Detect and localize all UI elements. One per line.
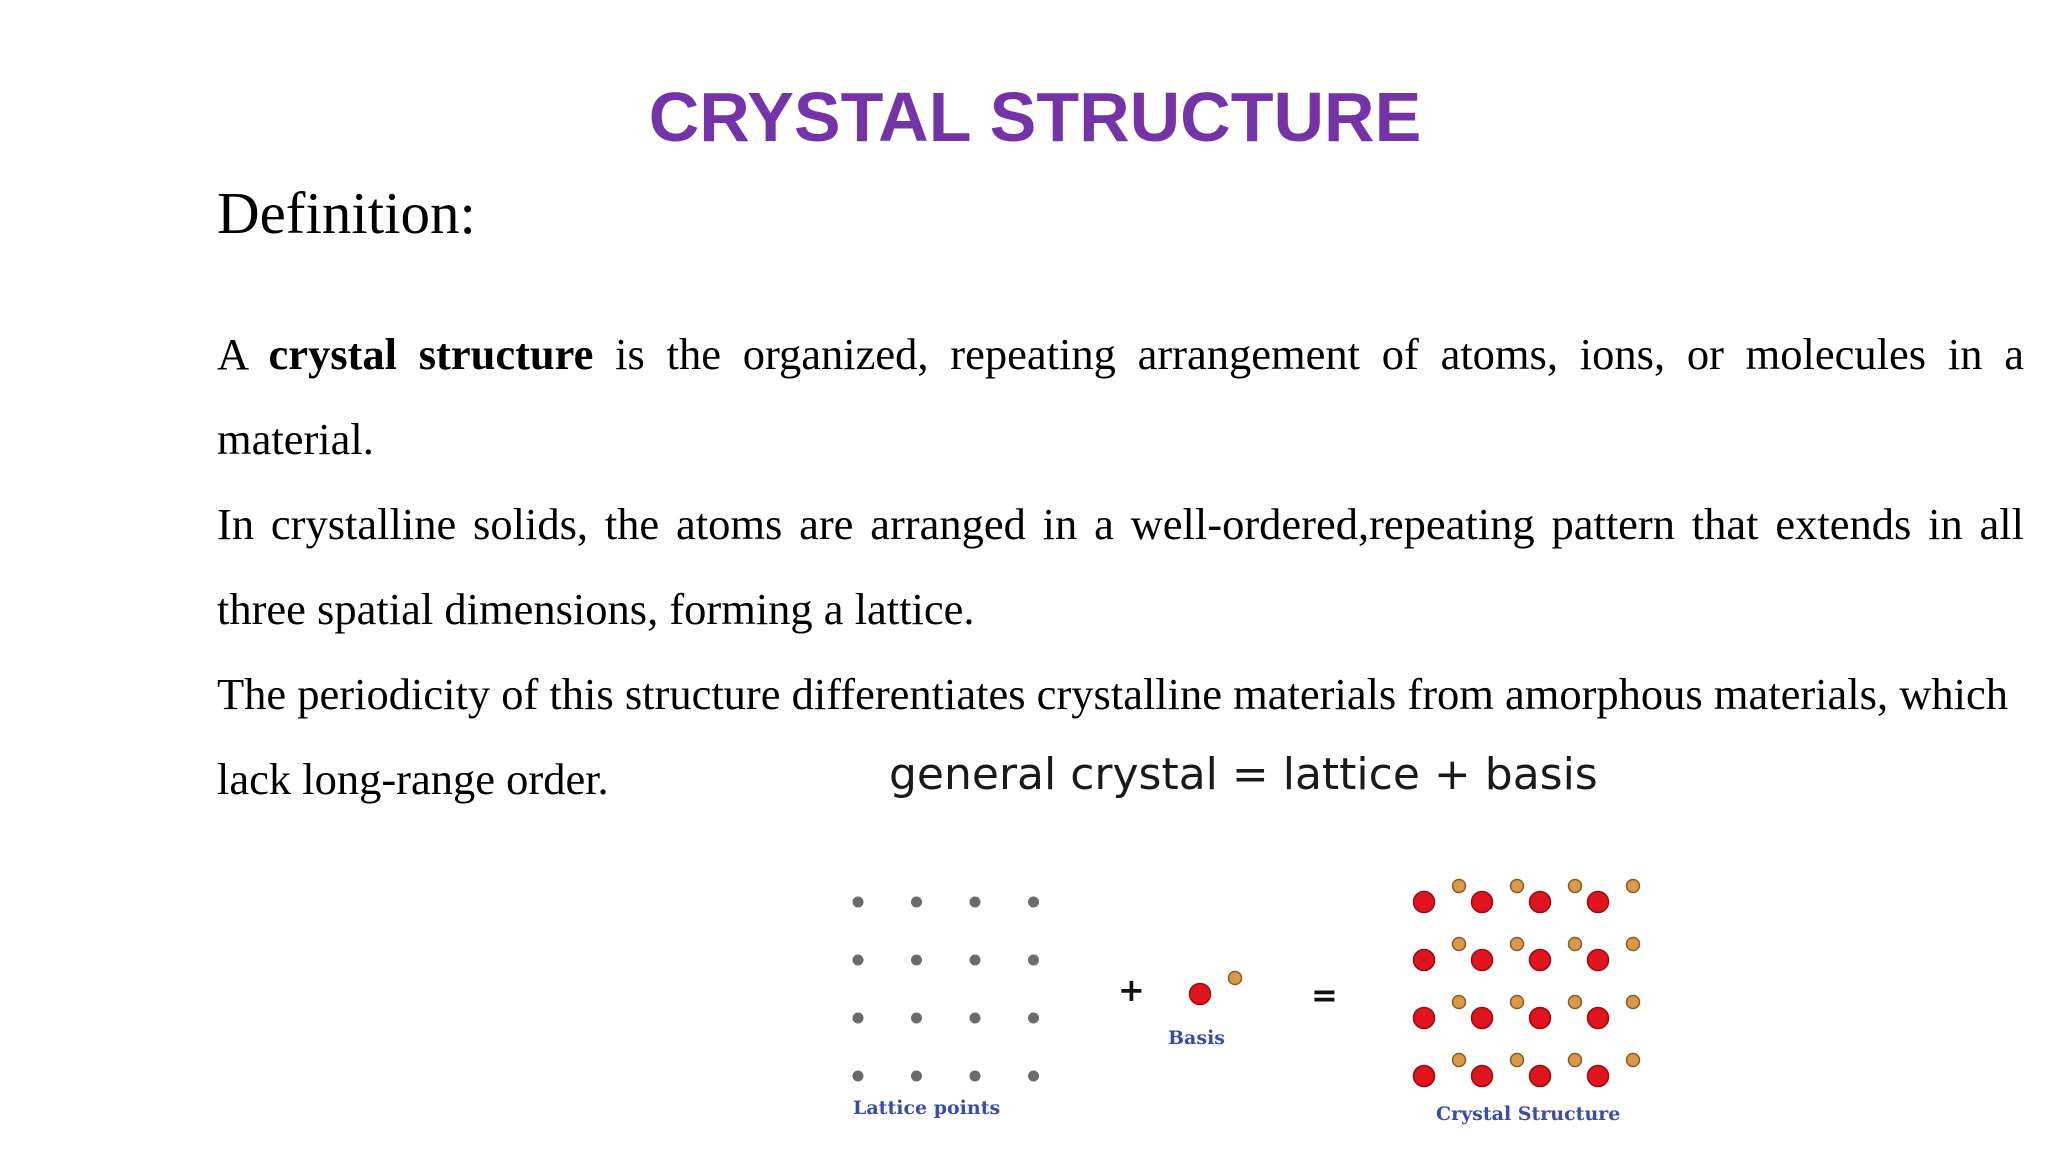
crystal-small-atom	[1627, 880, 1640, 893]
lattice-point	[970, 1071, 981, 1082]
lattice-point	[853, 1071, 864, 1082]
crystal-large-atom	[1414, 1008, 1435, 1029]
crystal-large-atom	[1472, 950, 1493, 971]
crystal-large-atom	[1472, 1066, 1493, 1087]
term-crystal-structure: crystal structure	[268, 329, 594, 379]
paragraph-1-rest: is the organized, repeating arrangement of atoms, ions, or molecules in a material.	[217, 329, 2024, 464]
crystal-large-atom	[1588, 950, 1609, 971]
basis-small-atom	[1229, 972, 1242, 985]
crystal-structure-label: Crystal Structure	[1436, 1103, 1621, 1125]
lattice-point	[970, 897, 981, 908]
lattice-point	[1028, 1013, 1039, 1024]
lattice-point	[853, 897, 864, 908]
crystal-small-atom	[1453, 996, 1466, 1009]
lattice-point	[853, 955, 864, 966]
lattice-point	[911, 955, 922, 966]
crystal-large-atom	[1530, 950, 1551, 971]
crystal-small-atom	[1453, 938, 1466, 951]
lattice-point	[911, 1071, 922, 1082]
lattice-point	[911, 897, 922, 908]
lattice-point	[1028, 955, 1039, 966]
crystal-small-atom	[1511, 996, 1524, 1009]
paragraph-2: In crystalline solids, the atoms are arranged in a well-ordered,repeating pattern that extends in all three spatial dimensions, forming a lattice.	[217, 499, 2024, 634]
basis-large-atom	[1190, 984, 1211, 1005]
crystal-small-atom	[1569, 880, 1582, 893]
crystal-large-atom	[1530, 1066, 1551, 1087]
crystal-equation: general crystal = lattice + basis	[889, 749, 1598, 800]
crystal-small-atom	[1511, 880, 1524, 893]
crystal-small-atom	[1569, 996, 1582, 1009]
basis-label: Basis	[1168, 1027, 1225, 1049]
lattice-points-label: Lattice points	[853, 1097, 1001, 1119]
lattice-points-grid	[853, 897, 1040, 1082]
crystal-small-atom	[1627, 938, 1640, 951]
basis-molecule	[1190, 972, 1242, 1005]
crystal-large-atom	[1588, 1008, 1609, 1029]
crystal-large-atom	[1414, 950, 1435, 971]
crystal-large-atom	[1530, 892, 1551, 913]
paragraph-3: The periodicity of this structure differentiates crystalline materials from amorphous materials, which lack long-range order.	[217, 669, 2008, 804]
crystal-small-atom	[1569, 938, 1582, 951]
crystal-small-atom	[1511, 938, 1524, 951]
equals-sign: =	[1311, 976, 1338, 1014]
crystal-small-atom	[1511, 1054, 1524, 1067]
crystal-large-atom	[1588, 892, 1609, 913]
slide-title: CRYSTAL STRUCTURE	[648, 78, 1422, 156]
lattice-point	[911, 1013, 922, 1024]
crystal-large-atom	[1472, 892, 1493, 913]
crystal-large-atom	[1472, 1008, 1493, 1029]
plus-sign: +	[1118, 971, 1145, 1009]
crystal-large-atom	[1530, 1008, 1551, 1029]
crystal-large-atom	[1414, 1066, 1435, 1087]
crystal-small-atom	[1453, 880, 1466, 893]
crystal-small-atom	[1627, 1054, 1640, 1067]
lattice-point	[853, 1013, 864, 1024]
crystal-small-atom	[1453, 1054, 1466, 1067]
crystal-large-atom	[1414, 892, 1435, 913]
crystal-large-atom	[1588, 1066, 1609, 1087]
lattice-point	[970, 955, 981, 966]
crystal-small-atom	[1569, 1054, 1582, 1067]
crystal-small-atom	[1627, 996, 1640, 1009]
lattice-point	[1028, 897, 1039, 908]
definition-heading: Definition:	[217, 180, 476, 246]
lattice-point	[1028, 1071, 1039, 1082]
crystal-structure-grid	[1414, 880, 1640, 1087]
paragraph-1-prefix: A	[217, 329, 269, 379]
lattice-point	[970, 1013, 981, 1024]
